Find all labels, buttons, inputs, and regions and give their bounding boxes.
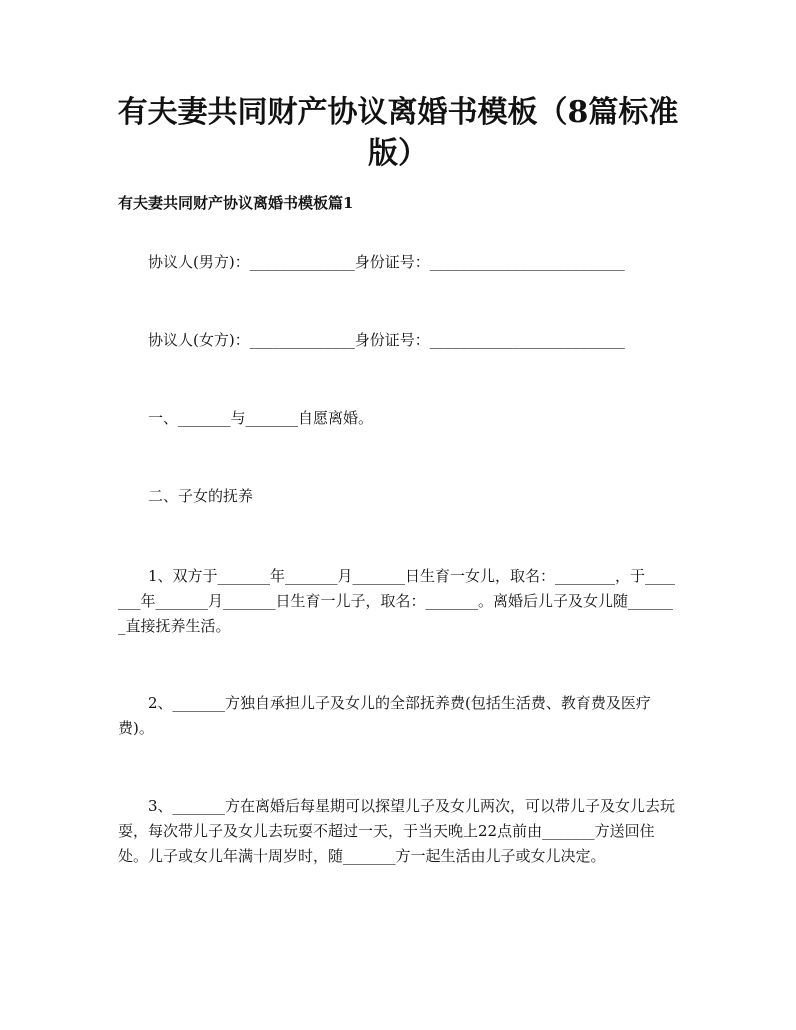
clause-child-support: 2、_______方独自承担儿子及女儿的全部抚养费(包括生活费、教育费及医疗费)。 — [118, 694, 651, 737]
clause-children-birth: 1、双方于_______年_______月_______日生育一女儿，取名：________，于_______年_______月_______日生育一儿子，取名：_______。离婚后儿子及女儿随_______直接抚养生活。 — [118, 567, 676, 635]
document-title: 有夫妻共同财产协议离婚书模板（8篇标准版） — [117, 95, 679, 171]
clause-visitation: 3、_______方在离婚后每星期可以探望儿子及女儿两次，可以带儿子及女儿去玩耍，每次带儿子及女儿去玩耍不超过一天，于当天晚上22点前由_______方送回住处。儿子或女儿年满十周岁时，随_______方一起生活由儿子或女儿决定。 — [118, 797, 676, 865]
party-female-line: 协议人(女方)：______________身份证号：__________________________ — [148, 331, 625, 349]
section-heading: 有夫妻共同财产协议离婚书模板篇1 — [118, 194, 354, 212]
clause-heading-child-custody: 二、子女的抚养 — [148, 487, 254, 505]
party-male-line: 协议人(男方)：______________身份证号：__________________________ — [148, 253, 625, 271]
clause-voluntary-divorce: 一、_______与_______自愿离婚。 — [148, 409, 374, 427]
